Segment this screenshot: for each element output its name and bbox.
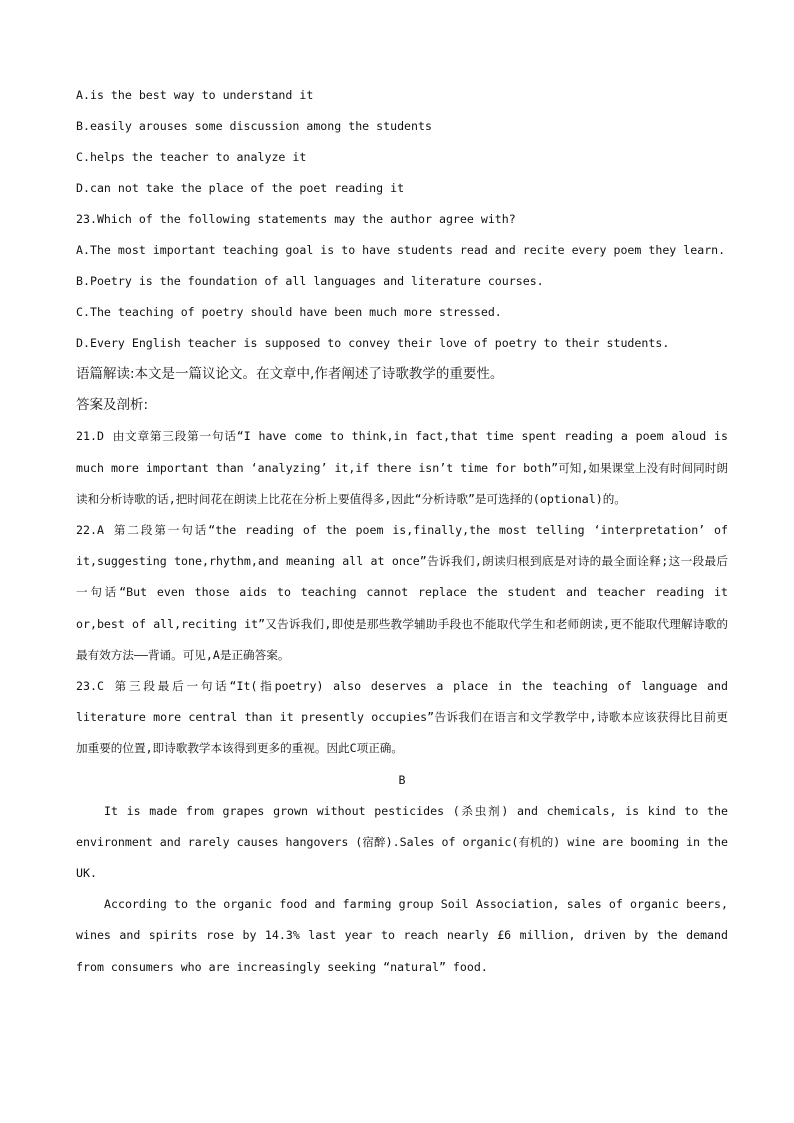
answer-21-number: 21.D [76, 429, 104, 444]
answer-22-text: 第二段第一句话“the reading of the poem is,finally,the most telling ‘interpretation’ of it,suggesting tone,rhythm,and meaning all at once”告诉我们,朗读归根到底是对诗的最全面诠释;这一段最后一句话“But even those aids to teaching cannot replace the student and teacher reading it or,best of all,reciting it”又告诉我们,即使是那些教学辅助手段也不能取代学生和老师朗读,更不能取代理解诗歌的最有效方法——背诵。可见,A是正确答案。 [76, 523, 728, 662]
q22-option-a: A.is the best way to understand it [76, 88, 314, 102]
answer-22 [76, 515, 728, 671]
answers-header: 答案及剖析: [76, 397, 149, 414]
q23-option-d: D.Every English teacher is supposed to convey their love of poetry to their students. [76, 336, 670, 350]
answer-23 [76, 671, 728, 765]
passage-interpretation: 语篇解读:本文是一篇议论文。在文章中,作者阐述了诗歌教学的重要性。 [76, 366, 504, 382]
q23-option-c: C.The teaching of poetry should have been much more stressed. [76, 305, 502, 319]
q23-option-a: A.The most important teaching goal is to have students read and recite every poem they learn. [76, 243, 726, 257]
answer-23-text: 第三段最后一句话“It(指poetry) also deserves a place in the teaching of language and literature more central than it presently occupies”告诉我们在语言和文学教学中,诗歌本应该获得比目前更加重要的位置,即诗歌教学本该得到更多的重视。因此C项正确。 [76, 679, 728, 756]
q22-option-c: C.helps the teacher to analyze it [76, 150, 307, 164]
answer-21 [76, 421, 728, 515]
passage-b-paragraph-2: According to the organic food and farming group Soil Association, sales of organic beers, wines and spirits rose by 14.3% last year to reach nearly £6 million, driven by the demand from consumers who are increasingly seeking “natural” food. [76, 897, 728, 974]
q23-stem: 23.Which of the following statements may the author agree with? [76, 212, 516, 226]
passage-b-heading: B [398, 772, 406, 787]
answer-23-number: 23.C [76, 679, 104, 694]
document-page [76, 80, 728, 983]
passage-b-paragraph-1: It is made from grapes grown without pesticides (杀虫剂) and chemicals, is kind to the environment and rarely causes hangovers (宿醉).Sales of organic(有机的) wine are booming in the UK. [76, 803, 728, 881]
q22-option-d: D.can not take the place of the poet reading it [76, 181, 405, 195]
answer-21-text: 由文章第三段第一句话“I have come to think,in fact,that time spent reading a poem aloud is much more important than ‘analyzing’ it,if there isn’t time for both”可知,如果课堂上没有时间同时朗读和分析诗歌的话,把时间花在朗读上比花在分析上要值得多,因此“分析诗歌”是可选择的(optional)的。 [76, 429, 728, 506]
q22-option-b: B.easily arouses some discussion among the students [76, 119, 432, 133]
answer-22-number: 22.A [76, 523, 104, 538]
q23-option-b: B.Poetry is the foundation of all languages and literature courses. [76, 274, 544, 288]
